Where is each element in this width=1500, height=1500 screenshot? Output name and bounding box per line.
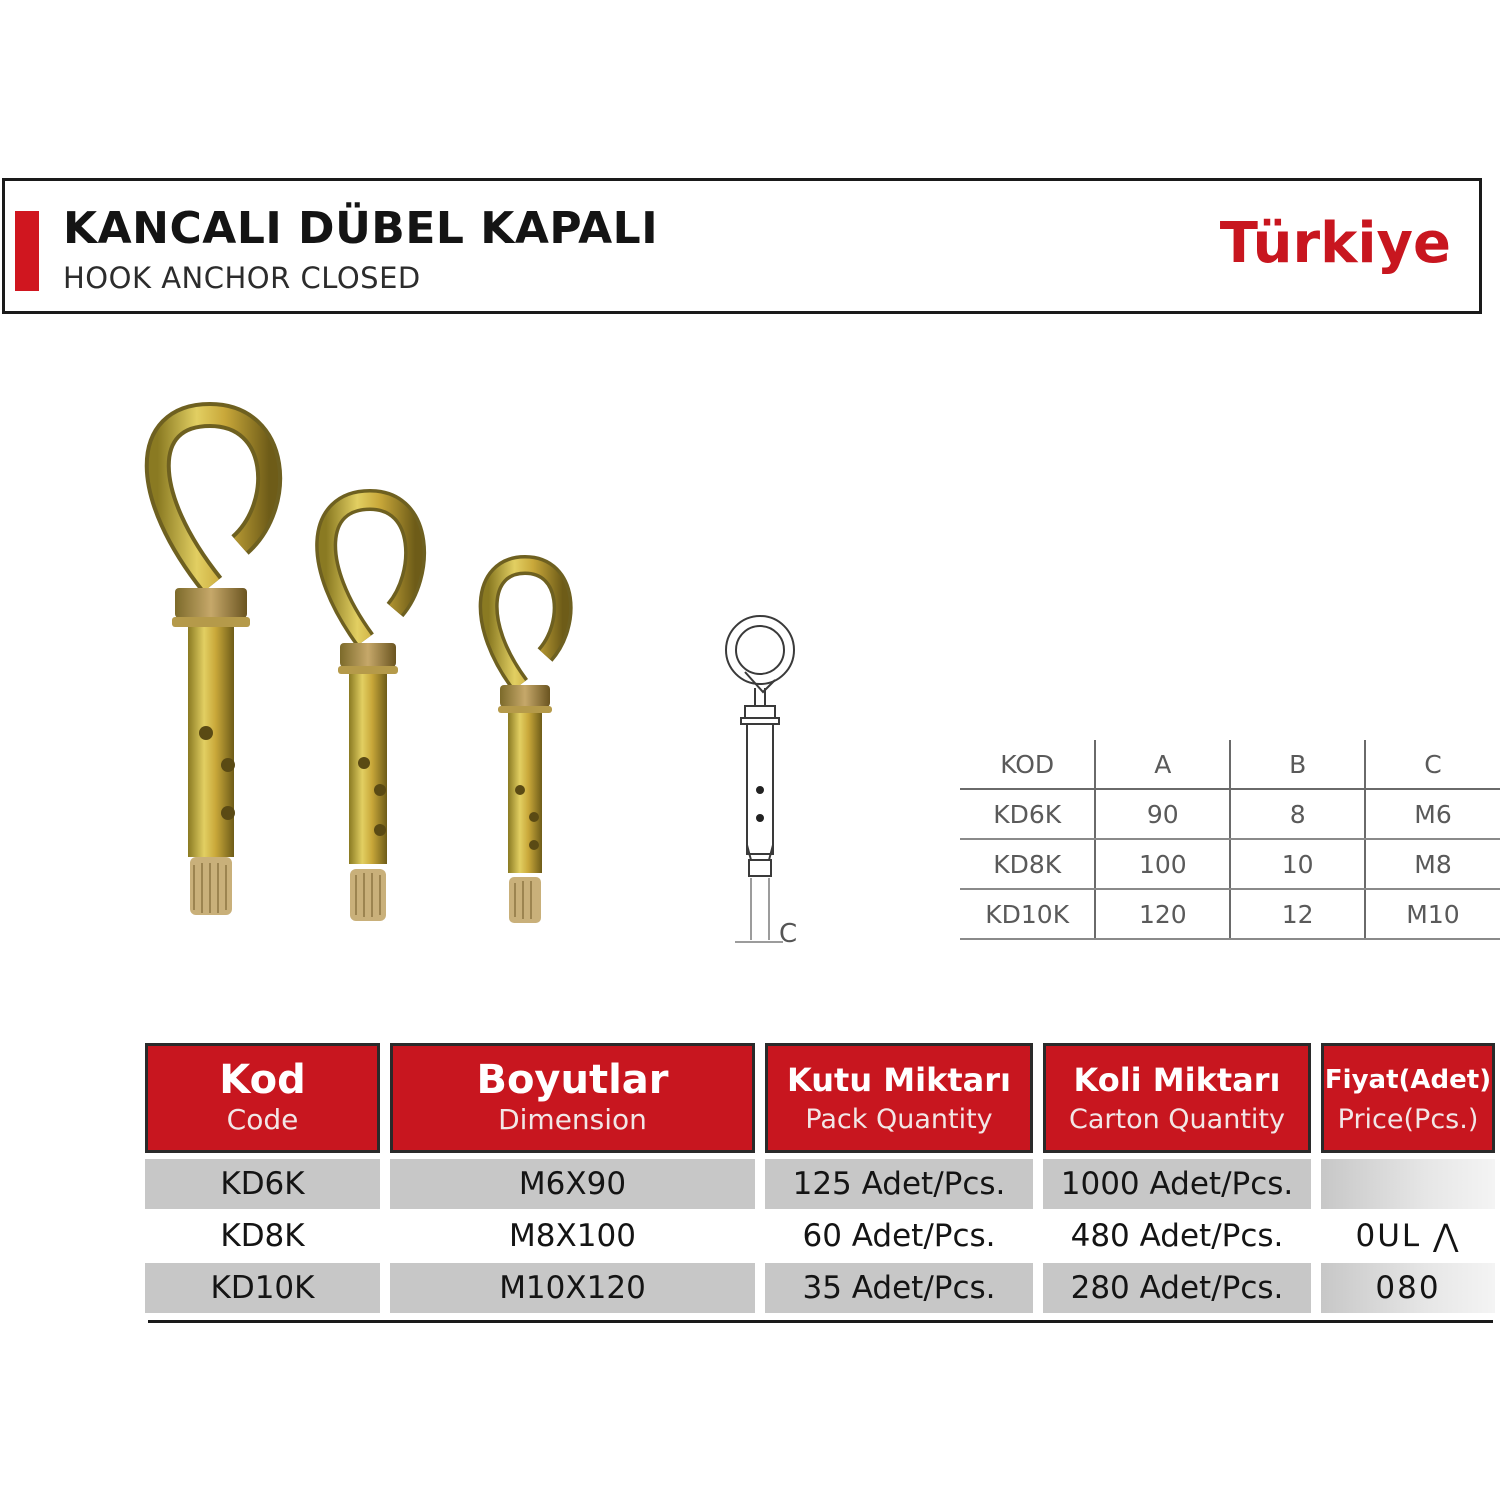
cell-dimension: M8X100: [390, 1211, 755, 1261]
cell-pack-qty: 35 Adet/Pcs.: [765, 1263, 1033, 1313]
accent-bar: [15, 211, 39, 291]
anchor-medium: [326, 500, 415, 921]
country-logo: Türkiye: [1219, 211, 1451, 276]
table-row: [145, 1263, 1495, 1313]
price-header-row: [145, 1043, 1495, 1153]
spec-cell: M6: [1365, 789, 1500, 839]
spec-cell: 10: [1230, 839, 1365, 889]
cell-price: [1321, 1159, 1495, 1209]
cell-price: 080: [1321, 1263, 1495, 1313]
header-code: [145, 1043, 380, 1153]
table-row: [145, 1211, 1495, 1261]
spec-header-a: A: [1095, 740, 1230, 789]
spec-header-b: B: [1230, 740, 1365, 789]
anchor-large: [158, 415, 269, 915]
table-row: [145, 1159, 1495, 1209]
cell-code: KD6K: [145, 1159, 380, 1209]
spec-row: [960, 889, 1500, 939]
cell-price: 0ᑌᒪ ⋀: [1321, 1211, 1495, 1261]
spec-cell: 12: [1230, 889, 1365, 939]
cell-pack-qty: 125 Adet/Pcs.: [765, 1159, 1033, 1209]
anchor-small: [489, 565, 563, 923]
header-pack-tr: Kutu Miktarı: [787, 1061, 1011, 1099]
product-photo: [120, 395, 600, 935]
header-price: [1321, 1043, 1495, 1153]
spec-cell: 100: [1095, 839, 1230, 889]
technical-drawing: [715, 610, 825, 950]
dimension-label: C: [779, 919, 798, 949]
spec-cell: KD6K: [960, 789, 1095, 839]
header-carton-quantity: [1043, 1043, 1311, 1153]
spec-cell: KD8K: [960, 839, 1095, 889]
header-pack-quantity: [765, 1043, 1033, 1153]
header-price-tr: Fiyat(Adet): [1324, 1065, 1492, 1095]
spec-row: [960, 839, 1500, 889]
spec-cell: M10: [1365, 889, 1500, 939]
price-table: [145, 1043, 1495, 1313]
product-title: KANCALI DÜBEL KAPALI: [63, 203, 659, 254]
cell-dimension: M6X90: [390, 1159, 755, 1209]
header-dimension: [390, 1043, 755, 1153]
spec-header-kod: KOD: [960, 740, 1095, 789]
header-carton-tr: Koli Miktarı: [1073, 1061, 1281, 1099]
cell-carton-qty: 280 Adet/Pcs.: [1043, 1263, 1311, 1313]
product-subtitle: HOOK ANCHOR CLOSED: [63, 261, 421, 295]
header-code-tr: Kod: [219, 1057, 306, 1103]
header-dimension-tr: Boyutlar: [476, 1057, 669, 1103]
spec-cell: 90: [1095, 789, 1230, 839]
header-price-en: Price(Pcs.): [1337, 1104, 1479, 1135]
header-carton-en: Carton Quantity: [1069, 1104, 1285, 1135]
cell-code: KD8K: [145, 1211, 380, 1261]
spec-header-c: C: [1365, 740, 1500, 789]
dimension-spec-table: [960, 740, 1500, 940]
spec-row: [960, 789, 1500, 839]
header-code-en: Code: [226, 1103, 299, 1136]
header-banner: [2, 178, 1482, 314]
spec-cell: M8: [1365, 839, 1500, 889]
cell-carton-qty: 1000 Adet/Pcs.: [1043, 1159, 1311, 1209]
header-pack-en: Pack Quantity: [805, 1104, 993, 1135]
header-dimension-en: Dimension: [498, 1103, 647, 1136]
cell-carton-qty: 480 Adet/Pcs.: [1043, 1211, 1311, 1261]
cell-code: KD10K: [145, 1263, 380, 1313]
cell-pack-qty: 60 Adet/Pcs.: [765, 1211, 1033, 1261]
spec-cell: KD10K: [960, 889, 1095, 939]
table-bottom-rule: [148, 1320, 1493, 1323]
spec-header-row: [960, 740, 1500, 789]
spec-cell: 8: [1230, 789, 1365, 839]
cell-dimension: M10X120: [390, 1263, 755, 1313]
spec-cell: 120: [1095, 889, 1230, 939]
